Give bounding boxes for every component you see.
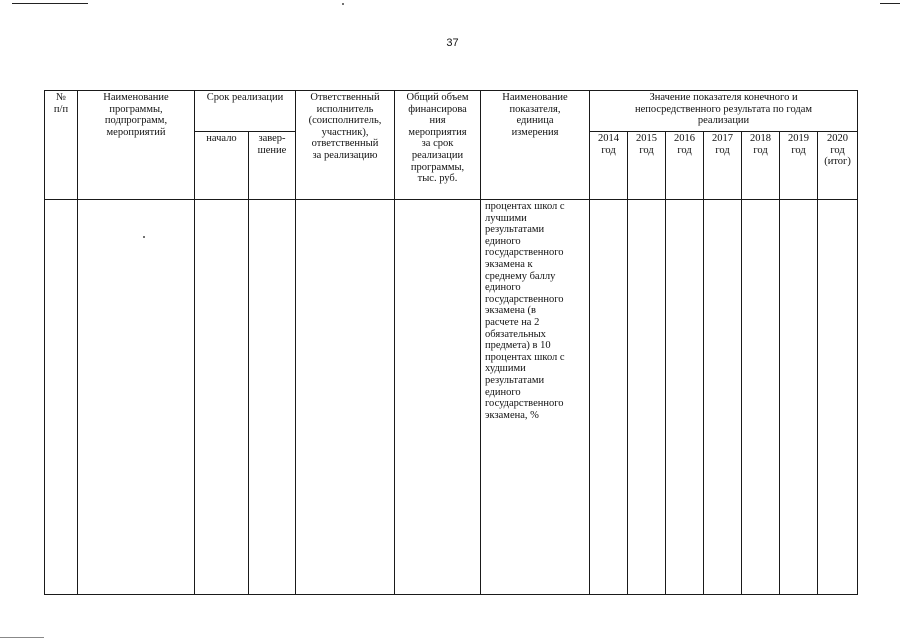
- header-indicator: Наименование показателя, единица измерения: [481, 91, 590, 200]
- header-year-2018: 2018 год: [742, 132, 780, 200]
- cell-start: [195, 200, 249, 595]
- scan-speck: [342, 3, 344, 5]
- cell-year-2018: [742, 200, 780, 595]
- top-right-rule: [880, 3, 900, 4]
- page-number: 37: [446, 37, 459, 49]
- header-year-2020: 2020 год (итог): [818, 132, 858, 200]
- cell-year-2019: [780, 200, 818, 595]
- header-year-2015: 2015 год: [628, 132, 666, 200]
- header-responsible: Ответственный исполнитель (соисполнитель, участник), ответственный за реализацию: [296, 91, 395, 200]
- cell-year-2015: [628, 200, 666, 595]
- header-end: завер- шение: [249, 132, 296, 200]
- cell-name: [78, 200, 195, 595]
- cell-num: [45, 200, 78, 595]
- header-year-2017: 2017 год: [704, 132, 742, 200]
- bottom-left-rule: [0, 637, 44, 638]
- header-year-2016: 2016 год: [666, 132, 704, 200]
- cell-year-2016: [666, 200, 704, 595]
- header-start: начало: [195, 132, 249, 200]
- header-name: Наименование программы, подпрограмм, мероприятий: [78, 91, 195, 200]
- header-funding: Общий объем финансирова ния мероприятия за срок реализации программы, тыс. руб.: [395, 91, 481, 200]
- cell-year-2017: [704, 200, 742, 595]
- header-year-2014: 2014 год: [590, 132, 628, 200]
- cell-end: [249, 200, 296, 595]
- top-left-rule: [12, 3, 88, 4]
- header-row-1: [45, 91, 858, 132]
- cell-year-2020: [818, 200, 858, 595]
- program-table: [44, 90, 858, 595]
- cell-year-2014: [590, 200, 628, 595]
- header-year-2019: 2019 год: [780, 132, 818, 200]
- header-term: Срок реализации: [195, 91, 296, 132]
- header-values-group: Значение показателя конечного и непосредственного результата по годам реализации: [590, 91, 858, 132]
- header-num: № п/п: [45, 91, 78, 200]
- cell-indicator: процентах школ с лучшими результатами единого государственного экзамена к среднему баллу единого государственного экзамена (в расчете на 2 обязательных предмета) в 10 процентах школ с худшими результатами единого государственного экзамена, %: [481, 200, 590, 595]
- cell-funding: [395, 200, 481, 595]
- cell-responsible: [296, 200, 395, 595]
- table-row: [45, 200, 858, 595]
